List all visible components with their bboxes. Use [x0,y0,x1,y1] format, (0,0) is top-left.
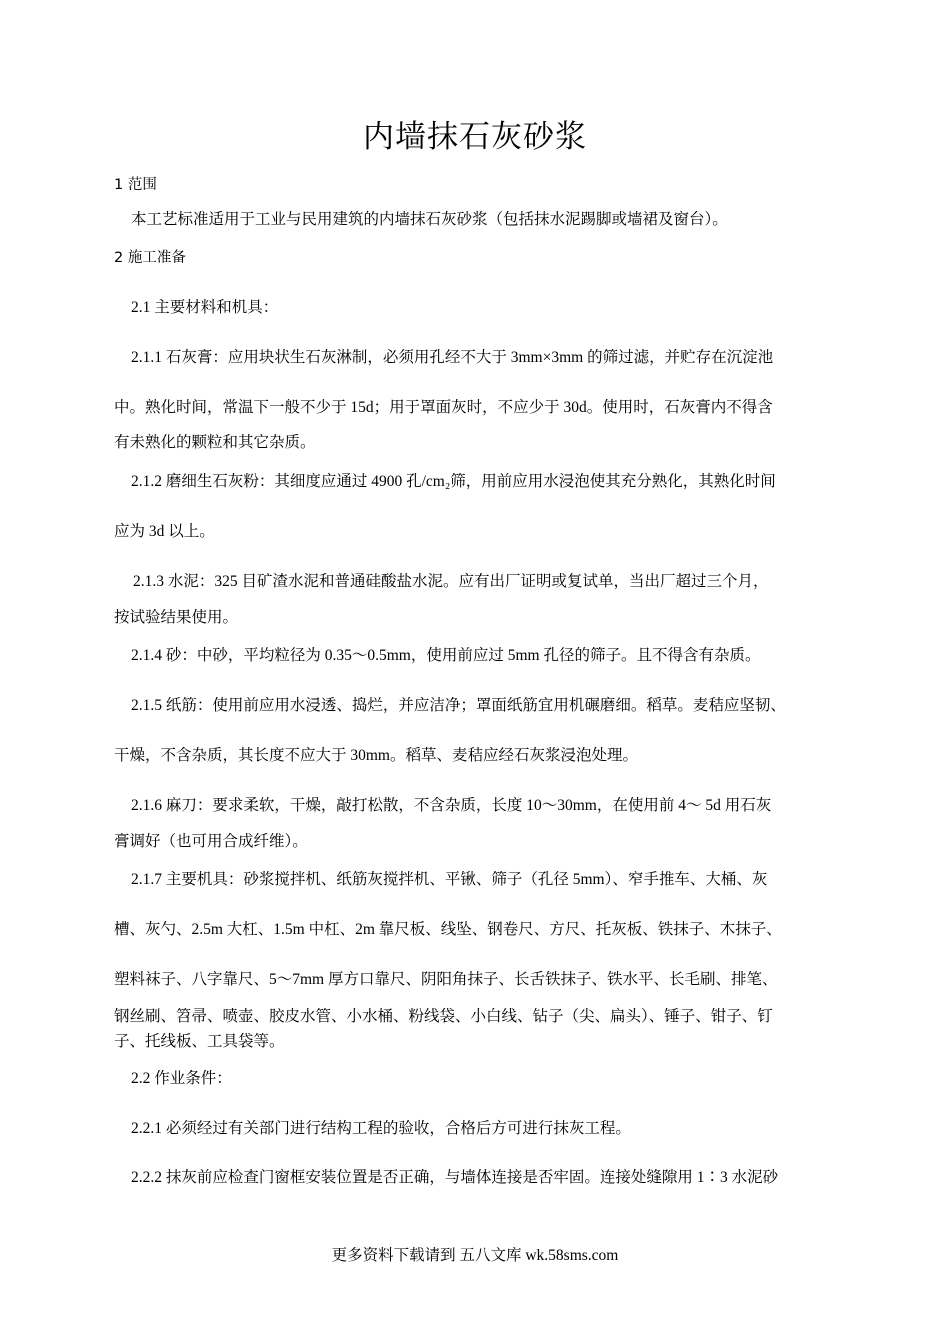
section-heading-preparation: 2 施工准备 [114,250,186,266]
paragraph-line: 2.1.3 水泥：325 目矿渣水泥和普通硅酸盐水泥。应有出厂证明或复试单，当出厂超过三个月， [133,573,769,590]
paragraph-line: 塑料袜子、八字靠尺、5～7mm 厚方口靠尺、阴阳角抹子、长舌铁抹子、铁水平、长毛刷、排笔、 [114,971,778,988]
paragraph-line: 2.1.6 麻刀：要求柔软，干燥，敲打松散，不含杂质，长度 10～30mm，在使用前 4～ 5d 用石灰 [131,797,772,814]
page-footer: 更多资料下载请到 五八文库 wk.58sms.com [331,1247,619,1264]
paragraph-line: 槽、灰勺、2.5m 大杠、1.5m 中杠、2m 靠尺板、线坠、钢卷尺、方尺、托灰板、铁抹子、木抹子、 [114,921,782,938]
paragraph-line: 2.2.1 必须经过有关部门进行结构工程的验收，合格后方可进行抹灰工程。 [131,1120,631,1137]
paragraph-line: 2.1.2 磨细生石灰粉：其细度应通过 4900 孔/cm₂筛，用前应用水浸泡使其充分熟化，其熟化时间 [131,473,776,490]
subsection-heading: 2.2 作业条件： [131,1070,232,1087]
paragraph-line: 本工艺标准适用于工业与民用建筑的内墙抹石灰砂浆（包括抹水泥踢脚或墙裙及窗台）。 [131,211,728,228]
paragraph-line: 2.1.5 纸筋：使用前应用水浸透、捣烂，并应洁净；罩面纸筋宜用机碾磨细。稻草。麦秸应坚韧、 [131,697,786,714]
paragraph-line: 2.1.4 砂：中砂，平均粒径为 0.35～0.5mm，使用前应过 5mm 孔径的筛子。且不得含有杂质。 [131,647,761,664]
paragraph-line: 中。熟化时间，常温下一般不少于 15d；用于罩面灰时，不应少于 30d。使用时，石灰膏内不得含 [114,399,773,416]
paragraph-line: 2.1.1 石灰膏：应用块状生石灰淋制，必须用孔经不大于 3mm×3mm 的筛过滤，并贮存在沉淀池 [131,349,774,366]
paragraph-line: 有未熟化的颗粒和其它杂质。 [114,434,316,451]
paragraph-line: 干燥，不含杂质，其长度不应大于 30mm。稻草、麦秸应经石灰浆浸泡处理。 [114,747,638,764]
page-title: 内墙抹石灰砂浆 [363,119,587,155]
section-heading-scope: 1 范围 [114,177,157,193]
paragraph-line: 钢丝刷、笤帚、喷壶、胶皮水管、小水桶、粉线袋、小白线、钻子（尖、扁头）、锤子、钳子、钉 [114,1008,773,1025]
paragraph-line: 膏调好（也可用合成纤维）。 [114,833,308,850]
paragraph-line: 2.2.2 抹灰前应检查门窗框安装位置是否正确，与墙体连接是否牢固。连接处缝隙用 1∶3 水泥砂 [131,1169,779,1186]
paragraph-line: 2.1.7 主要机具：砂浆搅拌机、纸筋灰搅拌机、平锹、筛子（孔径 5mm）、窄手推车、大桶、灰 [131,871,768,888]
subsection-heading: 2.1 主要材料和机具： [131,299,279,316]
paragraph-line: 子、托线板、工具袋等。 [114,1033,285,1050]
paragraph-line: 按试验结果使用。 [114,609,239,626]
paragraph-line: 应为 3d 以上。 [114,523,215,540]
